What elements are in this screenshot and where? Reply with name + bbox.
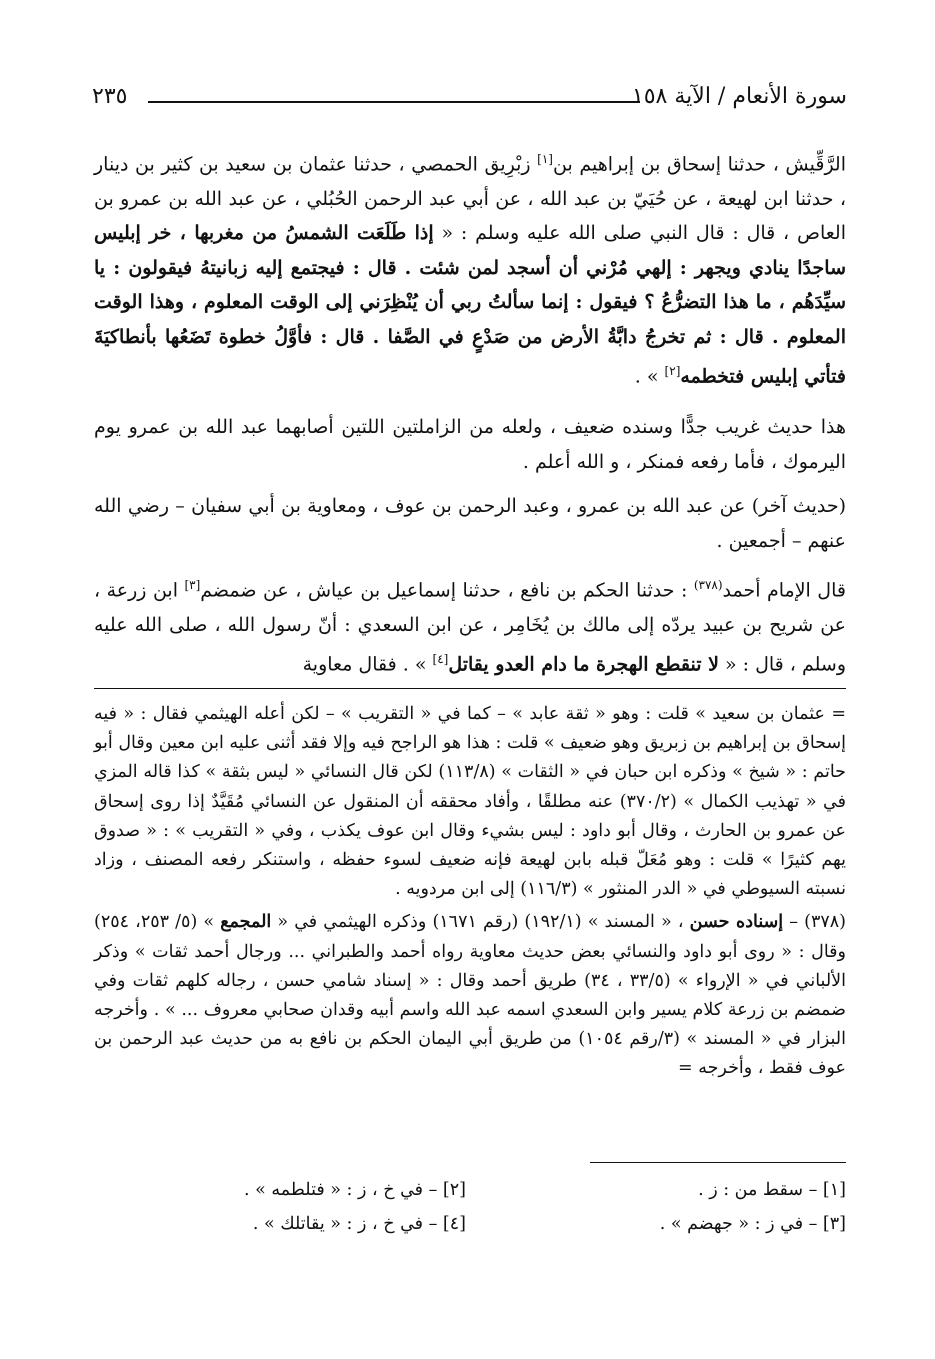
commentary-paragraph: هذا حديث غريب جدًّا وسنده ضعيف ، ولعله من الزاملتين اللتين أصابهما عبد الله بن عمرو يوم اليرموك ، فأما رفعه فمنكر ، و الله أعلم . xyxy=(94,416,846,473)
main-text xyxy=(94,142,846,692)
text-run: : حدثنا الحكم بن نافع ، حدثنا إسماعيل بن عياش ، عن ضمضم xyxy=(200,579,694,602)
variant-ref: [٢] xyxy=(664,364,681,379)
grading-label: إسناده حسن xyxy=(689,912,784,933)
footnote-378 xyxy=(94,908,846,1083)
footnotes xyxy=(94,700,846,1088)
hadith-quote: إذا طَلَعَت الشمسُ من مغربها ، خر إبليس ساجدًا ينادي ويجهر : إلهي مُرْني أن أسجد لمن شئت . قال : فيجتمع إليه زبانيتهُ فيقولون : يا سيِّدَهُم ، ما هذا التضرُّعُ ؟ فيقول : إنما سألتُ ربي أن يُنْظِرَني إلى الوقت المعلوم ، وهذا الوقت المعلوم . قال : ثم تخرجُ دابَّةُ الأرض من صَدْعٍ في الصَّفا . قال : فأوَّلُ خطوة تَضَعُها بأنطاكيَةَ فتأتي إبليس فتخطمه xyxy=(94,222,846,388)
text-run: ابن زرعة ، عن شريح بن عبيد يردّه إلى مالك بن يُخَامِر ، عن ابن السعدي : أنّ رسول الله ، صلى الله عليه وسلم ، قال : « xyxy=(94,579,846,676)
text-run: » (٥/ ٢٥٣، ٢٥٤) وقال : « روى أبو داود والنسائي بعض حديث معاوية رواه أحمد والطبراني ... ورجال أحمد ثقات » وذكر الألباني في « الإرواء » (٣٣/٥ ، ٣٤) طريق أحمد وقال : « إسناد شامي حسن ، رجاله كلهم ثقات وفي ضمضم بن زرعة كلام يسير وابن السعدي اسمه عبد الله واسم أبيه وقدان صحابي معروف ... » . وأخرجه البزار في « المسند » (٣/رقم ١٠٥٤) من طريق أبي اليمان الحكم بن نافع به من حديث عبد الرحمن بن عوف فقط ، وأخرجه = xyxy=(94,912,847,1079)
variant-note-2: [٢] – في خ ، ز : « فتلطمه » . xyxy=(244,1180,466,1200)
footnote-ref: (٣٧٨) xyxy=(693,578,723,593)
text-run: قال الإمام أحمد xyxy=(722,579,846,602)
footnote-rule xyxy=(94,688,846,689)
variant-ref: [٣] xyxy=(184,578,201,593)
variant-notes-rule xyxy=(590,1162,846,1163)
text-run: (٣٧٨) – xyxy=(783,912,846,933)
header-rule xyxy=(148,101,640,103)
variant-ref: [١] xyxy=(537,152,553,166)
section-heading-paragraph: (حديث آخر) عن عبد الله بن عمرو ، وعبد الرحمن بن عوف ، ومعاوية بن أبي سفيان – رضي الله عنهم – أجمعين . xyxy=(94,495,846,552)
page-number: ٢٣٥ xyxy=(92,84,128,109)
variant-note-3: [٣] – في ز : « جهضم » . xyxy=(659,1214,846,1234)
running-title: سورة الأنعام / الآية ١٥٨ xyxy=(631,84,847,109)
text-run: » . xyxy=(634,365,665,388)
text-run: » . فقال معاوية xyxy=(302,653,433,676)
text-run: زبْرِيق الحمصي ، حدثنا عثمان بن سعيد بن كثير بن دينار ، حدثنا ابن لهيعة ، عن حُيَيّ بن عبد الله ، عن أبي عبد الرحمن الحُبُلي ، عن عبد الله بن عمرو بن العاص ، قال : قال النبي صلى الله عليه وسلم : « xyxy=(94,153,846,245)
hadith-quote: لا تنقطع الهجرة ما دام العدو يقاتل xyxy=(448,653,719,676)
footnote-continued: = عثمان بن سعيد » قلت : وهو « ثقة عابد » – كما في « التقريب » – لكن أعله الهيثمي فقال : « فيه إسحاق بن إبراهيم بن زبريق وهو ضعيف » قلت : هذا هو الراجح فيه وإلا فقد أثنى عليه ابن معين وقال أبو حاتم : « شيخ » وذكره ابن حبان في « الثقات » (١١٣/٨) لكن قال النسائي « ليس بثقة » كذا قاله المزي في « تهذيب الكمال » (٣٧٠/٢) عنه مطلقًا ، وأفاد محققه أن المنقول عن النسائي مُقَيَّدٌ إذا روى إسحاق عن عمرو بن الحارث ، وقال أبو داود : ليس بشيء وقال ابن عوف يكذب ، وفي « التقريب » : « صدوق يهم كثيرًا » قلت : وهو مُعَلّ قبله بابن لهيعة فإنه ضعيف لسوء حفظه ، واستنكر رفعه المصنف ، وزاد نسبته السيوطي في « الدر المنثور » (١١٦/٣) إلى ابن مردويه . xyxy=(94,704,846,900)
text-run: ، « المسند » (١٩٢/١) (رقم ١٦٧١) وذكره الهيثمي في « xyxy=(271,912,690,933)
variant-note-1: [١] – سقط من : ز . xyxy=(698,1180,846,1200)
hadith-paragraph xyxy=(94,142,846,394)
source-title: المجمع xyxy=(220,912,272,933)
variant-note-4: [٤] – في خ ، ز : « يقاتلك » . xyxy=(252,1214,466,1234)
page-header xyxy=(92,84,847,120)
isnad-paragraph xyxy=(94,568,846,682)
text-run: الرَّقِّيش ، حدثنا إسحاق بن إبراهيم بن xyxy=(552,153,847,176)
variant-ref: [٤] xyxy=(432,652,449,667)
